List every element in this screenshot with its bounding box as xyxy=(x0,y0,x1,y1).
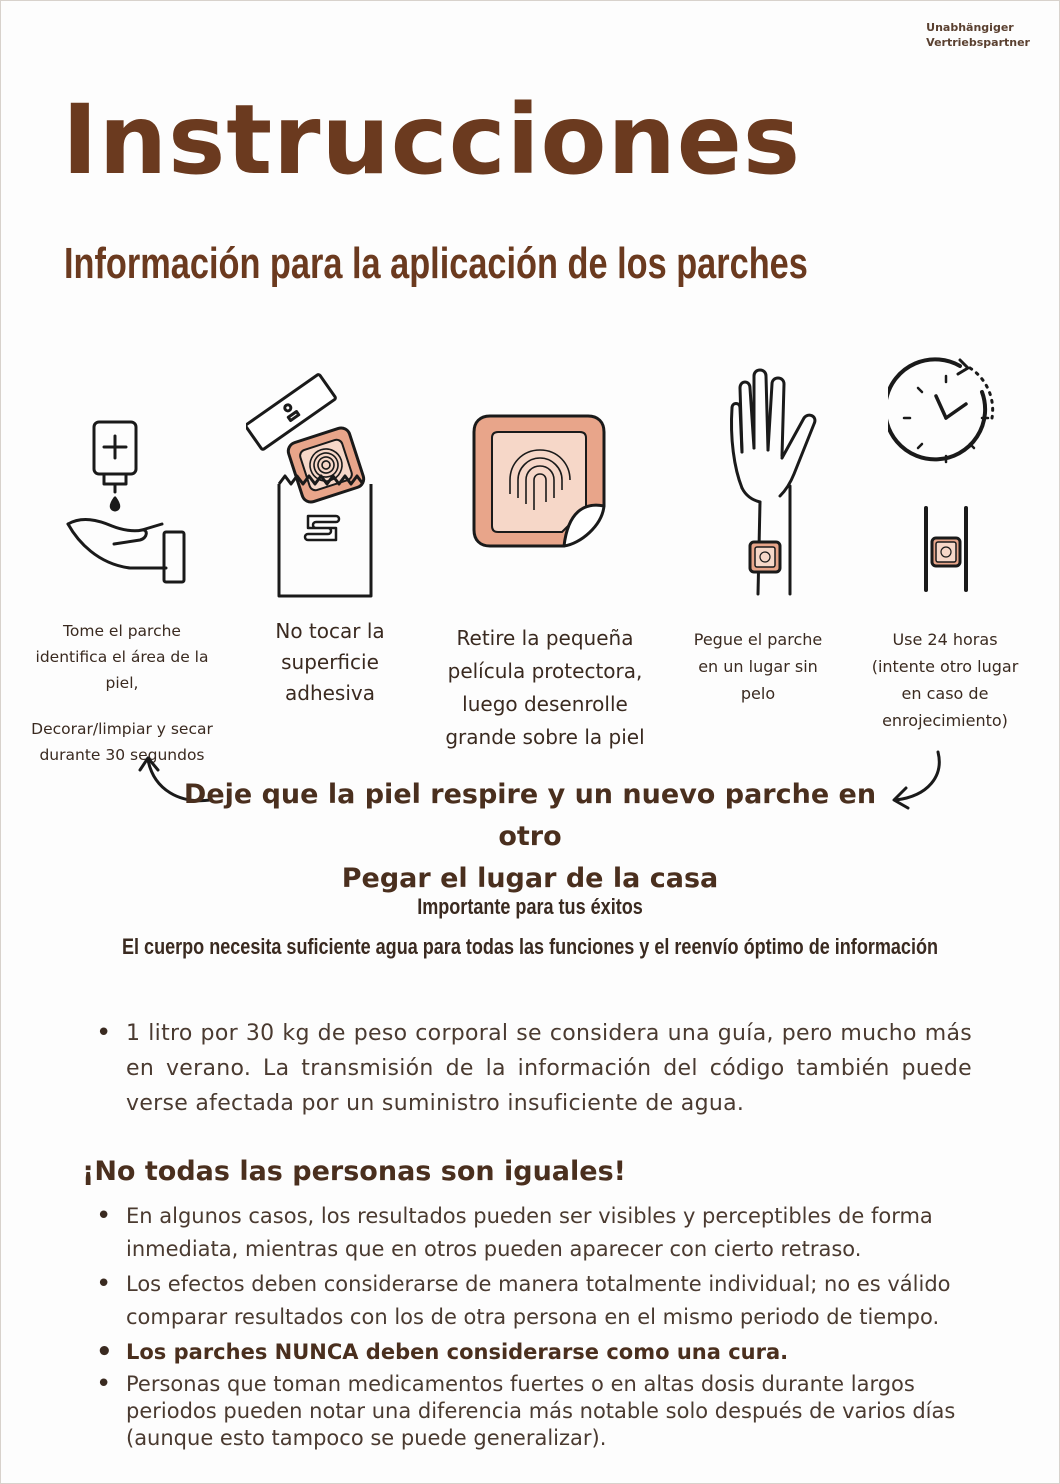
partner-line-2: Vertriebspartner xyxy=(926,36,1030,49)
step-2-line: No tocar la xyxy=(275,619,385,643)
step-4-line: en un lugar sin xyxy=(698,657,818,676)
step-5-line: enrojecimiento) xyxy=(882,711,1008,730)
step-1-text xyxy=(20,618,224,768)
step-1-line: durante 30 segundos xyxy=(39,746,205,764)
partner-label xyxy=(926,20,1030,50)
step-5-line: en caso de xyxy=(901,684,989,703)
people-bullet-strong: • Los parches NUNCA deben considerarse como una cura. xyxy=(96,1336,986,1369)
people-bullet: • En algunos casos, los resultados pueden ser visibles y perceptibles de forma inmediata, mientras que en otros pueden aparecer con cierto retraso. xyxy=(96,1200,986,1266)
step-1-line: identifica el área de la piel, xyxy=(35,648,209,692)
people-bullet: • Personas que toman medicamentos fuertes o en altas dosis durante largos periodos pueden notar una diferencia más notable solo después de varios días (aunque esto tampoco se puede generalizar). xyxy=(96,1371,986,1452)
water-list xyxy=(96,1016,972,1121)
step-4-text xyxy=(680,626,836,707)
water-bullet: • 1 litro por 30 kg de peso corporal se considera una guía, pero mucho más en verano. La transmisión de la información del código también puede verse afectada por un suministro insuficiente de agua. xyxy=(96,1016,972,1121)
partner-line-1: Unabhängiger xyxy=(926,21,1014,34)
step-1-line: Tome el parche xyxy=(63,622,181,640)
step-4-line: pelo xyxy=(740,684,776,703)
step-3-line: grande sobre la piel xyxy=(445,725,645,749)
step-3-text xyxy=(430,622,660,754)
step-1-spacer xyxy=(20,696,224,716)
respire-message xyxy=(160,774,900,900)
step-2-text xyxy=(250,616,410,709)
step-5-text xyxy=(856,626,1034,734)
people-list xyxy=(96,1200,986,1454)
patch-peel-icon xyxy=(468,410,610,554)
people-heading: ¡No todas las personas son iguales! xyxy=(82,1156,626,1187)
step-3-line: película protectora, xyxy=(447,659,643,683)
step-3-line: luego desenrolle xyxy=(462,692,628,716)
step-1-line: Decorar/limpiar y secar xyxy=(31,720,213,738)
hand-sanitizer-icon xyxy=(56,414,192,590)
hand-patch-icon xyxy=(728,368,828,598)
page-subtitle: Información para la aplicación de los parches xyxy=(64,239,808,288)
respire-line-2: Pegar el lugar de la casa xyxy=(341,863,719,894)
page-title: Instrucciones xyxy=(62,84,802,196)
step-2-line: superficie xyxy=(281,650,379,674)
step-4-line: Pegue el parche xyxy=(693,630,823,649)
step-5-line: (intente otro lugar xyxy=(871,657,1019,676)
respire-line-1: Deje que la piel respire y un nuevo parche en otro xyxy=(183,779,877,852)
important-text: El cuerpo necesita suficiente agua para todas las funciones y el reenvío óptimo de información xyxy=(121,934,939,959)
people-bullet: • Los efectos deben considerarse de manera totalmente individual; no es válido comparar resultados con los de otra persona en el mismo periodo de tiempo. xyxy=(96,1268,986,1334)
step-5-line: Use 24 horas xyxy=(892,630,998,649)
important-title: Importante para tus éxitos xyxy=(417,894,643,919)
step-3-line: Retire la pequeña xyxy=(456,626,634,650)
step-2-line: adhesiva xyxy=(285,681,375,705)
patch-package-icon xyxy=(246,366,396,602)
clock-patch-icon xyxy=(888,356,1008,596)
